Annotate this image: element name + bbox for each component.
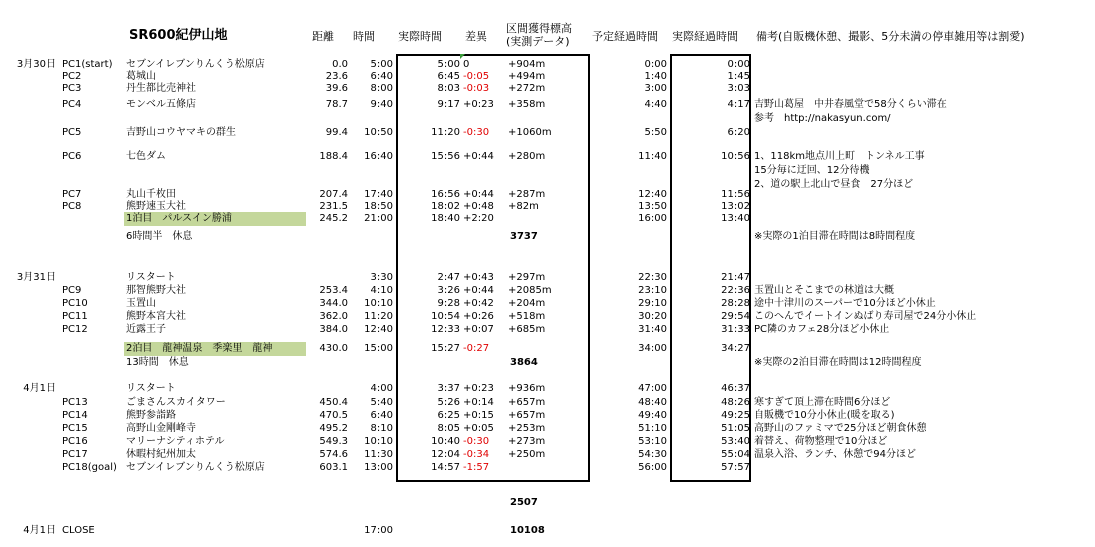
row-21-diff: +0:05 bbox=[463, 423, 494, 434]
row-12-time: 4:10 bbox=[370, 285, 393, 296]
row-6-pc: PC6 bbox=[62, 151, 82, 162]
row-7-name: 丸山千枚田 bbox=[126, 189, 176, 200]
row-7-actual: 16:56 bbox=[431, 189, 460, 200]
row-15-pc: PC12 bbox=[62, 324, 88, 335]
row-24-dist: 603.1 bbox=[319, 462, 348, 473]
row-19-note: 寒すぎて頂上滞在時間6分ほど bbox=[754, 397, 891, 408]
row-6-diff: +0:44 bbox=[463, 151, 494, 162]
row-20-pc: PC14 bbox=[62, 410, 88, 421]
row-8-name: 熊野速玉大社 bbox=[126, 201, 186, 212]
row-16-time: 15:00 bbox=[364, 343, 393, 354]
row-21-dist: 495.2 bbox=[319, 423, 348, 434]
header-distance: 距離 bbox=[312, 30, 334, 43]
row-9-time: 21:00 bbox=[364, 213, 393, 224]
row-3-dist: 39.6 bbox=[325, 83, 348, 94]
row-5-pc: PC5 bbox=[62, 127, 82, 138]
row-6-note3: 2、道の駅上北山で昼食 27分ほど bbox=[754, 179, 914, 190]
row-9-diff: +2:20 bbox=[463, 213, 494, 224]
row-23-pc: PC17 bbox=[62, 449, 88, 460]
row-6-time: 16:40 bbox=[364, 151, 393, 162]
row-26-elev: 10108 bbox=[510, 525, 545, 536]
header-elev-line1: 区間獲得標高 bbox=[506, 22, 572, 35]
row-6-dist: 188.4 bbox=[319, 151, 348, 162]
row-20-note: 自販機で10分小休止(暖を取る) bbox=[754, 410, 895, 421]
row-11-time: 3:30 bbox=[370, 272, 393, 283]
row-1-elev: +904m bbox=[508, 59, 546, 70]
row-19-actual: 5:26 bbox=[437, 397, 460, 408]
row-26-pc: CLOSE bbox=[62, 525, 95, 536]
row-8-diff: +0:48 bbox=[463, 201, 494, 212]
row-12-dist: 253.4 bbox=[319, 285, 348, 296]
row-9-planned: 16:00 bbox=[638, 213, 667, 224]
row-20-actual: 6:25 bbox=[437, 410, 460, 421]
row-12-planned: 23:10 bbox=[638, 285, 667, 296]
row-3-name: 丹生都比売神社 bbox=[126, 83, 196, 94]
row-3-pc: PC3 bbox=[62, 83, 82, 94]
header-planned-elapsed: 予定経過時間 bbox=[592, 30, 658, 43]
row-24-elapsed: 57:57 bbox=[721, 462, 750, 473]
row-22-pc: PC16 bbox=[62, 436, 88, 447]
row-12-elev: +2085m bbox=[508, 285, 552, 296]
row-8-time: 18:50 bbox=[364, 201, 393, 212]
row-20-time: 6:40 bbox=[370, 410, 393, 421]
row-1-date: 3月30日 bbox=[16, 59, 56, 70]
row-11-actual: 2:47 bbox=[437, 272, 460, 283]
row-4-pc: PC4 bbox=[62, 99, 82, 110]
row-4-diff: +0:23 bbox=[463, 99, 494, 110]
row-21-planned: 51:10 bbox=[638, 423, 667, 434]
row-11-planned: 22:30 bbox=[638, 272, 667, 283]
row-15-elev: +685m bbox=[508, 324, 546, 335]
row-2-pc: PC2 bbox=[62, 71, 82, 82]
row-23-time: 11:30 bbox=[364, 449, 393, 460]
row-7-elapsed: 11:56 bbox=[721, 189, 750, 200]
row-14-elev: +518m bbox=[508, 311, 546, 322]
row-15-time: 12:40 bbox=[364, 324, 393, 335]
row-6-elev: +280m bbox=[508, 151, 546, 162]
row-23-elapsed: 55:04 bbox=[721, 449, 750, 460]
row-3-diff: -0:03 bbox=[463, 83, 490, 94]
row-2-planned: 1:40 bbox=[644, 71, 667, 82]
row-1-dist: 0.0 bbox=[332, 59, 348, 70]
row-23-actual: 12:04 bbox=[431, 449, 460, 460]
row-17-elev: 3864 bbox=[510, 357, 538, 368]
row-14-planned: 30:20 bbox=[638, 311, 667, 322]
row-22-dist: 549.3 bbox=[319, 436, 348, 447]
row-26-time: 17:00 bbox=[364, 525, 393, 536]
row-18-elev: +936m bbox=[508, 383, 546, 394]
row-13-elapsed: 28:28 bbox=[721, 298, 750, 309]
row-9-dist: 245.2 bbox=[319, 213, 348, 224]
row-21-note: 高野山のファミマで25分ほど朝食休憩 bbox=[754, 423, 927, 434]
row-21-time: 8:10 bbox=[370, 423, 393, 434]
row-4-time: 9:40 bbox=[370, 99, 393, 110]
row-7-dist: 207.4 bbox=[319, 189, 348, 200]
row-2-name: 葛城山 bbox=[126, 71, 156, 82]
row-13-planned: 29:10 bbox=[638, 298, 667, 309]
row-15-name: 近露王子 bbox=[126, 324, 166, 335]
row-5-dist: 99.4 bbox=[325, 127, 348, 138]
row-21-actual: 8:05 bbox=[437, 423, 460, 434]
row-8-elev: +82m bbox=[508, 201, 539, 212]
row-1-planned: 0:00 bbox=[644, 59, 667, 70]
row-13-time: 10:10 bbox=[364, 298, 393, 309]
row-15-elapsed: 31:33 bbox=[721, 324, 750, 335]
row-1-elapsed: 0:00 bbox=[727, 59, 750, 70]
row-20-dist: 470.5 bbox=[319, 410, 348, 421]
row-20-elev: +657m bbox=[508, 410, 546, 421]
row-18-elapsed: 46:37 bbox=[721, 383, 750, 394]
row-20-name: 熊野参詣路 bbox=[126, 410, 176, 421]
row-24-actual: 14:57 bbox=[431, 462, 460, 473]
row-11-name: リスタート bbox=[126, 272, 176, 283]
row-7-diff: +0:44 bbox=[463, 189, 494, 200]
row-12-elapsed: 22:36 bbox=[721, 285, 750, 296]
row-5-elev: +1060m bbox=[508, 127, 552, 138]
row-26-date: 4月1日 bbox=[23, 525, 56, 536]
row-13-actual: 9:28 bbox=[437, 298, 460, 309]
row-8-pc: PC8 bbox=[62, 201, 82, 212]
row-19-diff: +0:14 bbox=[463, 397, 494, 408]
row-2-elapsed: 1:45 bbox=[727, 71, 750, 82]
row-24-time: 13:00 bbox=[364, 462, 393, 473]
row-12-name: 那智熊野大社 bbox=[126, 285, 186, 296]
row-10-name: 6時間半 休息 bbox=[126, 231, 193, 242]
row-12-diff: +0:44 bbox=[463, 285, 494, 296]
row-6-actual: 15:56 bbox=[431, 151, 460, 162]
row-11-diff: +0:43 bbox=[463, 272, 494, 283]
row-19-elapsed: 48:26 bbox=[721, 397, 750, 408]
row-18-actual: 3:37 bbox=[437, 383, 460, 394]
row-13-dist: 344.0 bbox=[319, 298, 348, 309]
row-20-elapsed: 49:25 bbox=[721, 410, 750, 421]
row-1-name: セブンイレブンりんくう松原店 bbox=[126, 59, 265, 70]
row-23-elev: +250m bbox=[508, 449, 546, 460]
row-1-time: 5:00 bbox=[370, 59, 393, 70]
row-11-elapsed: 21:47 bbox=[721, 272, 750, 283]
row-24-name: セブンイレブンりんくう松原店 bbox=[126, 462, 265, 473]
row-3-actual: 8:03 bbox=[437, 83, 460, 94]
row-19-name: ごまさんスカイタワー bbox=[126, 397, 226, 408]
row-23-planned: 54:30 bbox=[638, 449, 667, 460]
row-13-pc: PC10 bbox=[62, 298, 88, 309]
row-3-elapsed: 3:03 bbox=[727, 83, 750, 94]
row-22-time: 10:10 bbox=[364, 436, 393, 447]
row-1-diff: 0 bbox=[463, 59, 470, 70]
row-14-name: 熊野本宮大社 bbox=[126, 311, 186, 322]
row-5-diff: -0:30 bbox=[463, 127, 490, 138]
row-6-elapsed: 10:56 bbox=[721, 151, 750, 162]
row-4-elapsed: 4:17 bbox=[727, 99, 750, 110]
row-19-pc: PC13 bbox=[62, 397, 88, 408]
row-15-note: PC隣のカフェ28分ほど小休止 bbox=[754, 324, 890, 335]
row-21-elev: +253m bbox=[508, 423, 546, 434]
row-24-diff: -1:57 bbox=[463, 462, 490, 473]
row-25-elev: 2507 bbox=[510, 497, 538, 508]
row-3-elev: +272m bbox=[508, 83, 546, 94]
row-16-dist: 430.0 bbox=[319, 343, 348, 354]
row-15-actual: 12:33 bbox=[431, 324, 460, 335]
row-2-elev: +494m bbox=[508, 71, 546, 82]
row-21-name: 高野山金剛峰寺 bbox=[126, 423, 196, 434]
row-3-planned: 3:00 bbox=[644, 83, 667, 94]
row-8-dist: 231.5 bbox=[319, 201, 348, 212]
row-22-actual: 10:40 bbox=[431, 436, 460, 447]
row-4-name: モンベル五條店 bbox=[126, 99, 196, 110]
row-23-dist: 574.6 bbox=[319, 449, 348, 460]
row-22-elapsed: 53:40 bbox=[721, 436, 750, 447]
header-actual-time: 実際時間 bbox=[398, 30, 442, 43]
row-20-diff: +0:15 bbox=[463, 410, 494, 421]
row-22-planned: 53:10 bbox=[638, 436, 667, 447]
row-5-elapsed: 6:20 bbox=[727, 127, 750, 138]
row-1-pc: PC1(start) bbox=[62, 59, 113, 70]
row-12-note: 玉置山とそこまでの林道は大概 bbox=[754, 285, 894, 296]
row-14-dist: 362.0 bbox=[319, 311, 348, 322]
row-13-note: 途中十津川のスーパーで10分ほど小休止 bbox=[754, 298, 936, 309]
row-23-name: 休暇村紀州加太 bbox=[126, 449, 196, 460]
row-10-note: ※実際の1泊目滞在時間は8時間程度 bbox=[754, 231, 916, 242]
row-16-diff: -0:27 bbox=[463, 343, 490, 354]
row-4-actual: 9:17 bbox=[437, 99, 460, 110]
row-6-name: 七色ダム bbox=[126, 151, 166, 162]
header-time: 時間 bbox=[353, 30, 375, 43]
row-19-time: 5:40 bbox=[370, 397, 393, 408]
row-14-time: 11:20 bbox=[364, 311, 393, 322]
row-2-dist: 23.6 bbox=[325, 71, 348, 82]
row-8-planned: 13:50 bbox=[638, 201, 667, 212]
row-22-name: マリーナシティホテル bbox=[126, 436, 225, 447]
row-20-planned: 49:40 bbox=[638, 410, 667, 421]
row-19-planned: 48:40 bbox=[638, 397, 667, 408]
row-18-planned: 47:00 bbox=[638, 383, 667, 394]
row-22-diff: -0:30 bbox=[463, 436, 490, 447]
row-8-elapsed: 13:02 bbox=[721, 201, 750, 212]
row-18-name: リスタート bbox=[126, 383, 176, 394]
row-7-elev: +287m bbox=[508, 189, 546, 200]
row-24-pc: PC18(goal) bbox=[62, 462, 117, 473]
row-17-name: 13時間 休息 bbox=[126, 357, 189, 368]
row-6-note2: 15分毎に迂回、12分待機 bbox=[754, 165, 870, 176]
row-16-planned: 34:00 bbox=[638, 343, 667, 354]
row-13-elev: +204m bbox=[508, 298, 546, 309]
row-15-dist: 384.0 bbox=[319, 324, 348, 335]
row-2-time: 6:40 bbox=[370, 71, 393, 82]
row-13-diff: +0:42 bbox=[463, 298, 494, 309]
row-22-note: 着替え、荷物整理で10分ほど bbox=[754, 436, 888, 447]
row-5-time: 10:50 bbox=[364, 127, 393, 138]
row-8-actual: 18:02 bbox=[431, 201, 460, 212]
row-14-elapsed: 29:54 bbox=[721, 311, 750, 322]
row-4-dist: 78.7 bbox=[325, 99, 348, 110]
row-22-elev: +273m bbox=[508, 436, 546, 447]
row-15-planned: 31:40 bbox=[638, 324, 667, 335]
row-17-note: ※実際の2泊目滞在時間は12時間程度 bbox=[754, 357, 922, 368]
row-12-actual: 3:26 bbox=[437, 285, 460, 296]
row-21-elapsed: 51:05 bbox=[721, 423, 750, 434]
row-9-actual: 18:40 bbox=[431, 213, 460, 224]
row-5-name: 吉野山コウヤマキの群生 bbox=[126, 127, 236, 138]
header-notes: 備考(自販機休憩、撮影、5分未満の停車雑用等は割愛) bbox=[756, 30, 1025, 43]
header-diff: 差異 bbox=[465, 30, 487, 43]
row-14-actual: 10:54 bbox=[431, 311, 460, 322]
row-7-time: 17:40 bbox=[364, 189, 393, 200]
row-4-elev: +358m bbox=[508, 99, 546, 110]
row-2-actual: 6:45 bbox=[437, 71, 460, 82]
header-elev-line2: (実測データ) bbox=[506, 35, 570, 48]
row-10-elev: 3737 bbox=[510, 231, 538, 242]
row-6-note: 1、118km地点川上町 トンネル工事 bbox=[754, 151, 925, 162]
row-19-dist: 450.4 bbox=[319, 397, 348, 408]
row-3-time: 8:00 bbox=[370, 83, 393, 94]
row-14-pc: PC11 bbox=[62, 311, 88, 322]
row-4-note: 吉野山葛屋 中井春風堂で58分くらい滞在 bbox=[754, 99, 947, 110]
row-16-name: 2泊目 龍神温泉 季楽里 龍神 bbox=[126, 343, 273, 354]
row-23-diff: -0:34 bbox=[463, 449, 490, 460]
header-actual-elapsed: 実際経過時間 bbox=[672, 30, 738, 43]
row-11-elev: +297m bbox=[508, 272, 546, 283]
row-14-note: このへんでイートインぬばり寿司屋で24分小休止 bbox=[754, 311, 977, 322]
row-5-planned: 5:50 bbox=[644, 127, 667, 138]
row-13-name: 玉置山 bbox=[126, 298, 156, 309]
row-21-pc: PC15 bbox=[62, 423, 88, 434]
row-6-planned: 11:40 bbox=[638, 151, 667, 162]
row-9-elapsed: 13:40 bbox=[721, 213, 750, 224]
row-14-diff: +0:26 bbox=[463, 311, 494, 322]
row-16-elapsed: 34:27 bbox=[721, 343, 750, 354]
row-19-elev: +657m bbox=[508, 397, 546, 408]
row-23-note: 温泉入浴、ランチ、休憩で94分ほど bbox=[754, 449, 917, 460]
row-7-planned: 12:40 bbox=[638, 189, 667, 200]
row-4-planned: 4:40 bbox=[644, 99, 667, 110]
row-5-actual: 11:20 bbox=[431, 127, 460, 138]
row-4-note2: 参考 http://nakasyun.com/ bbox=[754, 113, 891, 124]
row-1-actual: 5:00 bbox=[437, 59, 460, 70]
row-18-diff: +0:23 bbox=[463, 383, 494, 394]
row-24-planned: 56:00 bbox=[638, 462, 667, 473]
row-9-name: 1泊目 パルスイン勝浦 bbox=[126, 213, 232, 224]
row-16-actual: 15:27 bbox=[431, 343, 460, 354]
row-7-pc: PC7 bbox=[62, 189, 82, 200]
row-18-date: 4月1日 bbox=[23, 383, 56, 394]
row-11-date: 3月31日 bbox=[16, 272, 56, 283]
row-15-diff: +0:07 bbox=[463, 324, 494, 335]
row-2-diff: -0:05 bbox=[463, 71, 490, 82]
row-18-time: 4:00 bbox=[370, 383, 393, 394]
row-12-pc: PC9 bbox=[62, 285, 82, 296]
sheet-title: SR600紀伊山地 bbox=[129, 28, 228, 43]
